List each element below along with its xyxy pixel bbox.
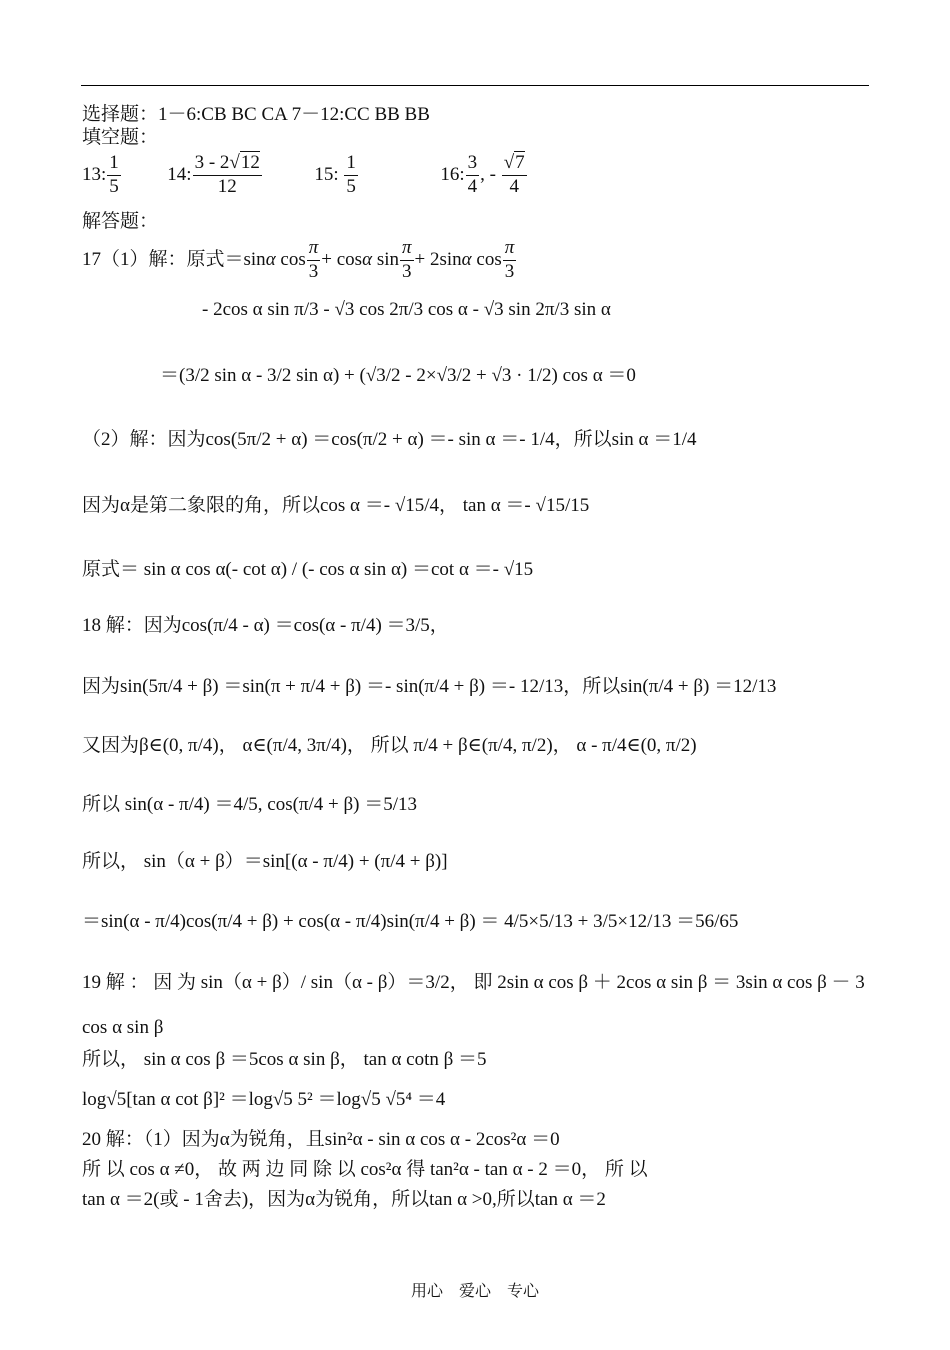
q14-fraction: $\frac{3 - 2√12}{12}$ [194,152,260,197]
p18-line-2: 因为sin(5π/4 + β) ＝sin(π + π/4 + β) ＝- sin(π/4 + β) ＝- 12/13，所以sin(π/4 + β) ＝12/13 [82,676,777,697]
choice-answers: 选择题：1－6:CB BC CA 7－12:CC BB BB [82,104,430,125]
q16-label: 16: [440,163,465,185]
p17-line-3: ＝(3/2 sin α - 3/2 sin α) + (√3/2 - 2×√3/2 + √3 · 1/2) cos α ＝0 [160,365,636,386]
p20-line-1: 20 解：（1）因为α为锐角，且sin²α - sin α cos α - 2cos²α ＝0 [82,1129,560,1150]
p19-line-1: 19 解 ： 因 为 sin（α + β）/ sin（α - β）＝3/2， 即 2sin α cos β ＋ 2cos α sin β ＝ 3sin α cos β － 3 [82,972,865,993]
p20-line-3: tan α ＝2(或 - 1舍去)，因为α为锐角，所以tan α >0,所以tan α ＝2 [82,1189,606,1210]
p19-line-4: log√5[tan α cot β]² ＝log√5 5² ＝log√5 √5⁴ ＝4 [82,1089,446,1110]
q13-fraction: $\frac{1}{5}$ [109,152,119,197]
p17-line-4: （2）解：因为cos(5π/2 + α) ＝cos(π/2 + α) ＝- sin α ＝- 1/4，所以sin α ＝1/4 [82,429,697,450]
p17-line-2: - 2cos α sin π/3 - √3 cos 2π/3 cos α - √3 sin 2π/3 sin α [202,299,611,320]
p18-line-5: 所以， sin（α + β）＝sin[(α - π/4) + (π/4 + β)] [82,851,448,872]
q13-label: 13: [82,163,107,185]
q16-fraction-2: $\frac{√7}{4}$ [503,152,525,197]
p18-line-1: 18 解：因为cos(π/4 - α) ＝cos(α - π/4) ＝3/5， [82,615,449,636]
fill-answers: 13: $\frac{1}{5}$ 14: $\frac{3 - 2√12}{12}$ 15: $\frac{1}{5}$ 16: $\frac{3}{4}$ , - $\frac{√7}{4}$ [82,152,525,197]
p19-line-2: cos α sin β [82,1017,164,1038]
q15-fraction: $\frac{1}{5}$ [346,152,356,197]
q14-label: 14: [167,163,192,185]
p17-line-5: 因为α是第二象限的角，所以cos α ＝- √15/4， tan α ＝- √15/15 [82,495,590,516]
p18-line-6: ＝sin(α - π/4)cos(π/4 + β) + cos(α - π/4)sin(π/4 + β) ＝ 4/5×5/13 + 3/5×12/13 ＝56/65 [82,911,739,932]
p18-line-4: 所以 sin(α - π/4) ＝4/5, cos(π/4 + β) ＝5/13 [82,794,418,815]
fill-title: 填空题： [82,127,159,148]
q16-fraction: $\frac{3}{4}$ [467,152,478,197]
p17-line-6: 原式＝ sin α cos α(- cot α) / (- cos α sin α) ＝cot α ＝- √15 [82,559,534,580]
answer-title: 解答题： [82,211,159,232]
p18-line-3: 又因为β∈(0, π/4)， α∈(π/4, 3π/4)， 所以 π/4 + β∈(π/4, π/2)， α - π/4∈(0, π/2) [82,735,697,756]
header-rule [81,85,869,86]
page-footer: 用心 爱心 专心 [410,1283,539,1300]
p19-line-3: 所以， sin α cos β ＝5cos α sin β， tan α cotn β ＝5 [82,1049,487,1070]
q15-label: 15: [314,163,339,185]
p17-line-1: 17（1）解：原式＝sinα cos $\frac{\pi}{3}$ + cosα sin $\frac{\pi}{3}$ + 2sinα cos $\frac{\pi}{3}$ [82,237,515,282]
p20-line-2: 所 以 cos α ≠0， 故 两 边 同 除 以 cos²α 得 tan²α - tan α - 2 ＝0， 所 以 [82,1159,648,1180]
